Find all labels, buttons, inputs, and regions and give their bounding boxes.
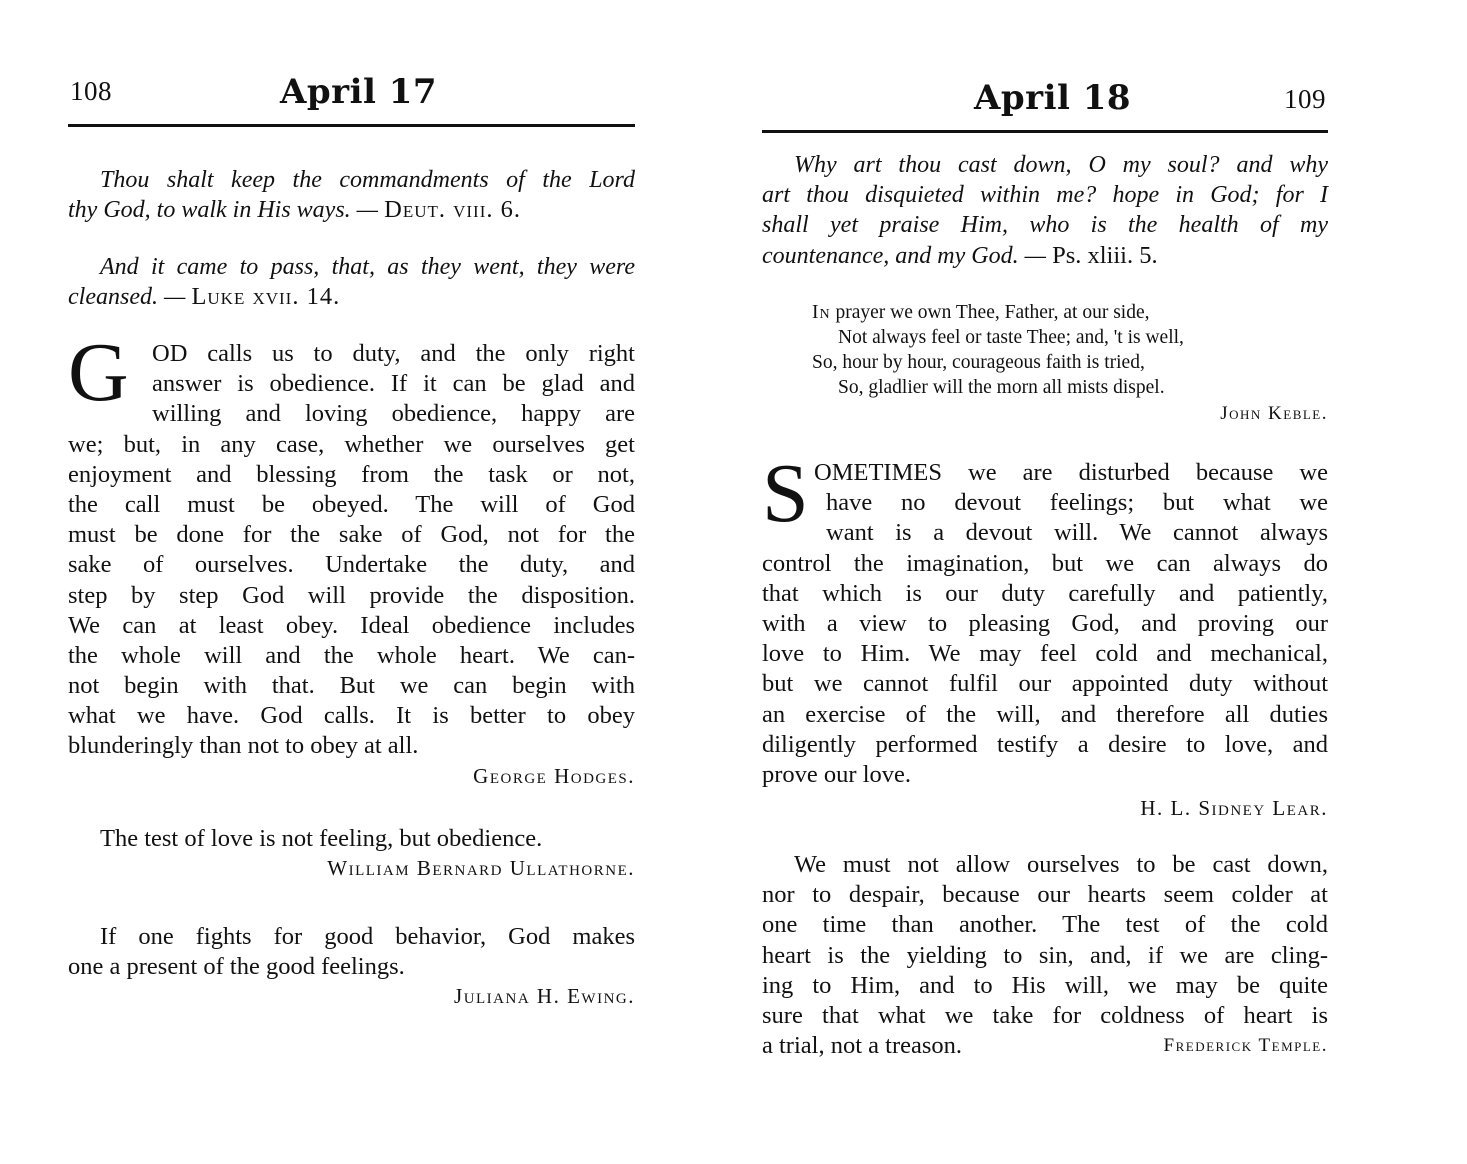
scripture-quote-2 <box>68 252 635 312</box>
drop-cap: G <box>68 326 129 419</box>
text-line: step by step God will provide the disposition. <box>68 581 635 609</box>
date-title: April 17 <box>280 72 438 112</box>
text-line: a trial, not a treason. Frederick Temple. <box>762 1031 1328 1061</box>
text-line: we; but, in any case, whether we ourselves get <box>68 430 635 458</box>
text-line: sure that what we take for coldness of heart is <box>762 1001 1328 1029</box>
text-line: OMETIMES we are disturbed because we <box>814 459 1328 486</box>
text-line: countenance, and my God. — Ps. xliii. 5. <box>762 241 1158 269</box>
text-line: If one fights for good behavior, God makes <box>100 923 635 950</box>
text-line: OD calls us to duty, and the only right <box>152 340 635 367</box>
text-line: Thou shalt keep the commandments of the Lord <box>100 167 635 193</box>
text-line: nor to despair, because our hearts seem colder at <box>762 881 1328 909</box>
text-line: must be done for the sake of God, not for the <box>68 521 635 549</box>
text-line: heart is the yielding to sin, and, if we are cling- <box>762 941 1328 969</box>
text-line: thy God, to walk in His ways. — Deut. viii. 6. <box>68 196 521 224</box>
text-line: one time than another. The test of the cold <box>762 911 1328 939</box>
text-line: not begin with that. But we can begin with <box>68 672 635 700</box>
text-line: answer is obedience. If it can be glad and <box>152 370 635 398</box>
author-attribution: George Hodges. <box>473 763 635 788</box>
page-header <box>68 72 635 132</box>
text-line: art thou disquieted within me? hope in God; for I <box>762 182 1328 209</box>
poem <box>812 300 1328 428</box>
text-line: control the imagination, but we can always do <box>762 549 1328 577</box>
author-attribution: John Keble. <box>1220 403 1328 424</box>
scripture-reference: Ps. xliii. 5. <box>1052 241 1158 269</box>
text-line: the call must be obeyed. The will of God <box>68 490 635 518</box>
text-line: enjoyment and blessing from the task or not, <box>68 460 635 488</box>
text-line: want is a devout will. We cannot always <box>826 519 1328 547</box>
text-line: sake of ourselves. Undertake the duty, and <box>68 551 635 579</box>
main-passage <box>68 326 635 790</box>
quote-ullathorne <box>68 824 635 882</box>
header-rule <box>762 130 1328 133</box>
text-line: And it came to pass, that, as they went, they were <box>100 254 635 280</box>
text-line: what we have. God calls. It is better to obey <box>68 702 635 730</box>
scripture-quote-1 <box>68 165 635 225</box>
text-line: one a present of the good feelings. <box>68 953 405 981</box>
poem-line: So, hour by hour, courageous faith is tried, <box>812 352 1145 373</box>
text-line: cleansed. — Luke xvii. 14. <box>68 283 341 311</box>
main-passage <box>762 447 1328 822</box>
author-attribution: Juliana H. Ewing. <box>454 984 635 1009</box>
text-line: prove our love. <box>762 760 911 788</box>
quote-ewing <box>68 922 635 1010</box>
text-line: that which is our duty carefully and patiently, <box>762 579 1328 607</box>
text-line: The test of love is not feeling, but obedience. <box>100 825 543 852</box>
text-line: the whole will and the whole heart. We can- <box>68 641 635 669</box>
scripture-quote <box>762 150 1328 271</box>
page-number: 108 <box>70 76 112 106</box>
scripture-reference: Luke xvii. 14. <box>191 283 341 311</box>
text-line: shall yet praise Him, who is the health of my <box>762 212 1328 239</box>
header-rule <box>68 124 635 127</box>
drop-cap: S <box>762 447 809 540</box>
poem-line: Not always feel or taste Thee; and, 't is well, <box>838 327 1184 348</box>
text-line: ing to Him, and to His will, we may be quite <box>762 971 1328 999</box>
text-line: Why art thou cast down, O my soul? and why <box>794 152 1328 178</box>
poem-line: So, gladlier will the morn all mists dispel. <box>838 377 1165 398</box>
page-header <box>762 72 1328 132</box>
text-line: willing and loving obedience, happy are <box>152 400 635 428</box>
date-title: April 18 <box>974 78 1132 118</box>
text-line: have no devout feelings; but what we <box>826 489 1328 517</box>
text-line: love to Him. We may feel cold and mechanical, <box>762 640 1328 668</box>
author-attribution: Frederick Temple. <box>1163 1035 1328 1057</box>
text-line: an exercise of the will, and therefore all duties <box>762 700 1328 728</box>
author-attribution: William Bernard Ullathorne. <box>327 856 635 881</box>
right-page <box>762 0 1328 1060</box>
author-attribution: H. L. Sidney Lear. <box>1140 796 1328 821</box>
page-number: 109 <box>1284 84 1326 114</box>
text-line: with a view to pleasing God, and proving our <box>762 609 1328 637</box>
left-page <box>68 0 635 1009</box>
text-line: We can at least obey. Ideal obedience includes <box>68 611 635 639</box>
text-line: diligently performed testify a desire to love, and <box>762 730 1328 758</box>
poem-line: In prayer we own Thee, Father, at our side, <box>812 302 1150 323</box>
text-line: We must not allow ourselves to be cast down, <box>794 851 1328 878</box>
text-line: blunderingly than not to obey at all. <box>68 732 419 760</box>
quote-temple <box>762 850 1328 1061</box>
scripture-reference: Deut. viii. 6. <box>384 196 521 224</box>
text-line: but we cannot fulfil our appointed duty without <box>762 670 1328 698</box>
